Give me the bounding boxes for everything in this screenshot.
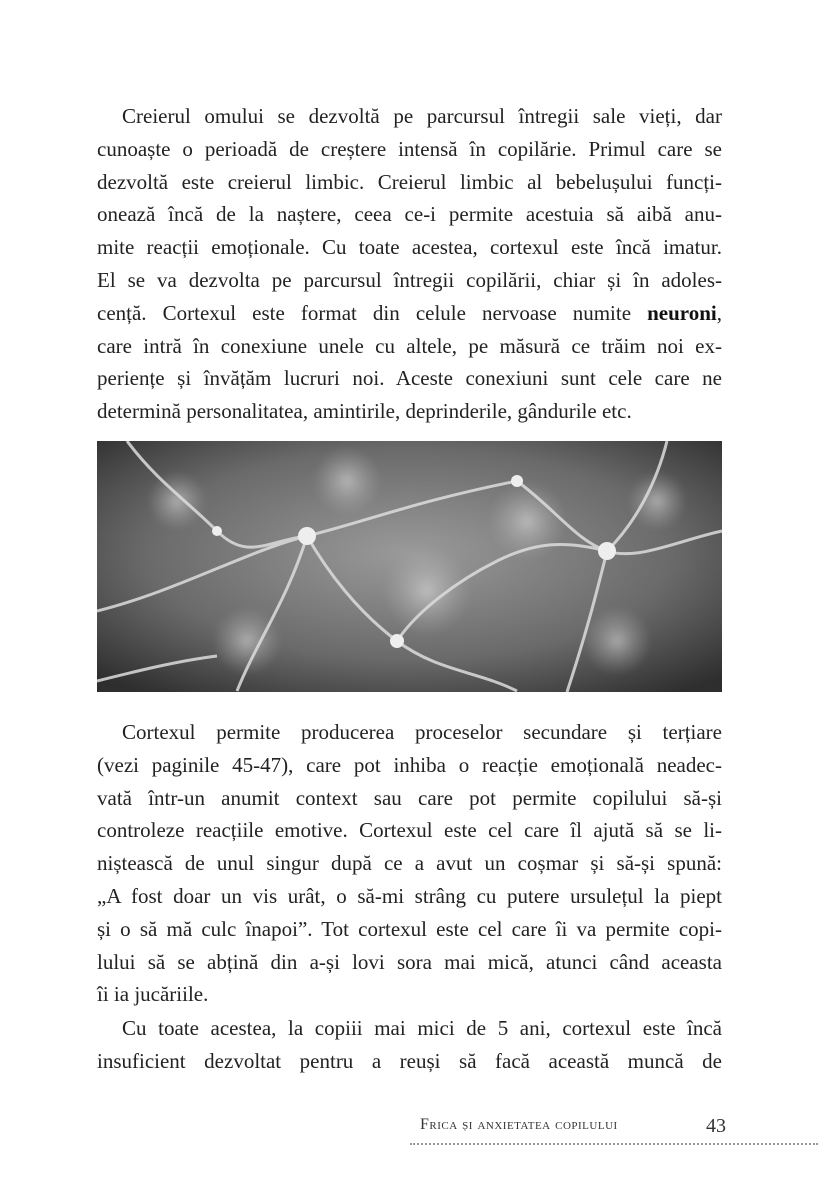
text-line: îi ia jucăriile. — [97, 982, 209, 1007]
text-line: cunoaște o perioadă de creștere intensă în copilărie. Primul care se — [97, 136, 722, 161]
paragraph-brain-development — [97, 100, 722, 428]
text-line: insuficient dezvoltat pentru a reuși să facă această muncă de — [97, 1048, 722, 1073]
neuron-network-image — [97, 441, 722, 692]
text-line: Cu toate acestea, la copiii mai mici de 5 ani, cortexul este încă — [122, 1016, 722, 1040]
paragraph-cortex-functions — [97, 716, 722, 1011]
text-line: Cortexul permite producerea proceselor secundare și terțiare — [122, 720, 722, 744]
text-line: „A fost doar un vis urât, o să-mi strâng cu putere ursulețul la piept — [97, 883, 722, 908]
text-line: periențe și învățăm lucruri noi. Aceste conexiuni sunt cele care ne — [97, 366, 722, 391]
text-line: controleze reacțiile emotive. Cortexul este cel care îl ajută să se li- — [97, 818, 722, 843]
text-line: (vezi paginile 45-47), care pot inhiba o reacție emoțională neadec- — [97, 752, 722, 777]
text-line: care intră în conexiune unele cu altele, pe măsură ce trăim noi ex- — [97, 333, 722, 358]
text-line — [97, 297, 722, 330]
text-line: determină personalitatea, amintirile, deprinderile, gândurile etc. — [97, 399, 632, 424]
text-line: dezvoltă este creierul limbic. Creierul limbic al bebelușului funcți- — [97, 169, 722, 194]
text-line: mite reacții emoționale. Cu toate acestea, cortexul este încă imatur. — [97, 235, 722, 260]
running-footer-title: Frica și anxietatea copilului — [420, 1116, 618, 1133]
text-line: onează încă de la naștere, ceea ce-i permite acestuia să aibă anu- — [97, 202, 722, 227]
page-number: 43 — [706, 1115, 726, 1137]
text-line: El se va dezvolta pe parcursul întregii copilării, chiar și în adoles- — [97, 267, 722, 292]
neuron-illustration — [97, 441, 722, 692]
text-line: niștească de unul singur după ce a avut un coșmar și să-și spună: — [97, 851, 722, 876]
text-fragment: , — [716, 300, 722, 325]
text-line: și o să mă culc înapoi”. Tot cortexul este cel care îi va permite copi- — [97, 916, 722, 941]
bold-term-neuroni: neuroni — [647, 300, 717, 325]
text-line: lului să se abțină din a-și lovi sora mai mică, atunci când aceasta — [97, 949, 722, 974]
text-fragment: cență. Cortexul este format din celule nervoase numite — [97, 300, 648, 325]
text-line: vată într-un anumit context sau care pot permite copilului să-și — [97, 785, 722, 810]
text-line: Creierul omului se dezvoltă pe parcursul întregii sale vieți, dar — [122, 104, 722, 128]
footer-dotted-rule — [410, 1143, 818, 1145]
paragraph-young-children — [97, 1012, 722, 1078]
